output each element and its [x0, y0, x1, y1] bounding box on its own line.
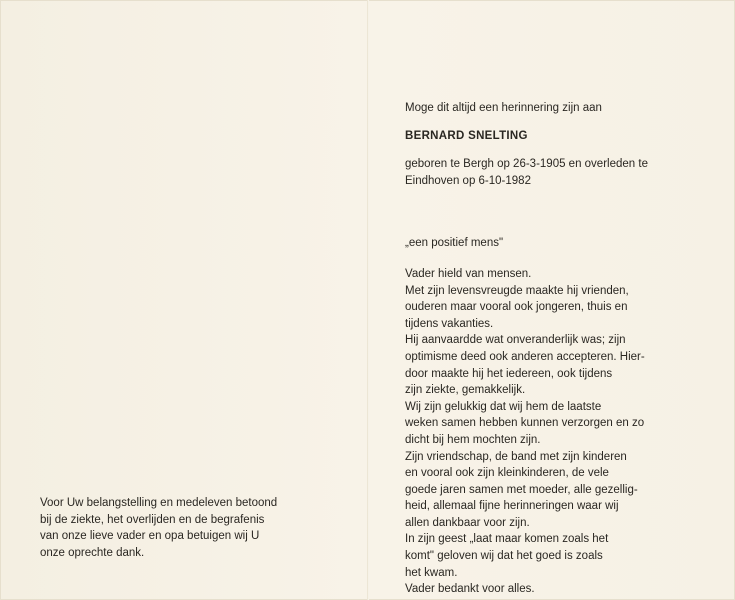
tribute-line: dicht bij hem mochten zijn.	[405, 433, 541, 446]
tribute-line: Vader hield van mensen.	[405, 267, 532, 280]
life-dates	[405, 156, 705, 189]
tribute-line: Hij aanvaardde wat onveranderlijk was; zijn	[405, 334, 626, 347]
motto: „een positief mens"	[405, 237, 504, 250]
card-fold	[367, 0, 369, 600]
thank-you-line: van onze lieve vader en opa betuigen wij U	[40, 530, 260, 543]
dates-line: Eindhoven op 6-10-1982	[405, 174, 531, 187]
tribute-line: Vader bedankt voor alles.	[405, 583, 535, 596]
tribute-line: zijn ziekte, gemakkelijk.	[405, 384, 526, 397]
tribute-line: Met zijn levensvreugde maakte hij vrienden,	[405, 284, 629, 297]
dates-line: geboren te Bergh op 26-3-1905 en overleden te	[405, 158, 648, 171]
tribute-line: optimisme deed ook anderen accepteren. Hier-	[405, 350, 645, 363]
thank-you-line: onze oprechte dank.	[40, 546, 145, 559]
tribute-line: Wij zijn gelukkig dat wij hem de laatste	[405, 400, 602, 413]
tribute-line: heid, allemaal fijne herinneringen waar wij	[405, 500, 619, 513]
tribute-line: en vooral ook zijn kleinkinderen, de vele	[405, 467, 609, 480]
intro-line: Moge dit altijd een herinnering zijn aan	[405, 102, 602, 114]
tribute-text	[405, 266, 705, 598]
tribute-line: het kwam.	[405, 566, 458, 579]
tribute-line: weken samen hebben kunnen verzorgen en zo	[405, 417, 645, 430]
tribute-line: ouderen maar vooral ook jongeren, thuis en	[405, 301, 628, 314]
tribute-line: door maakte hij het iedereen, ook tijdens	[405, 367, 613, 380]
tribute-line: komt" geloven wij dat het goed is zoals	[405, 550, 603, 563]
deceased-name: BERNARD SNELTING	[405, 129, 528, 142]
tribute-line: In zijn geest „laat maar komen zoals het	[405, 533, 609, 546]
thank-you-line: bij de ziekte, het overlijden en de begrafenis	[40, 513, 265, 526]
tribute-line: goede jaren samen met moeder, alle gezellig-	[405, 483, 638, 496]
tribute-line: tijdens vakanties.	[405, 317, 494, 330]
thank-you-text	[40, 495, 340, 561]
tribute-line: Zijn vriendschap, de band met zijn kinderen	[405, 450, 627, 463]
tribute-line: allen dankbaar voor zijn.	[405, 516, 530, 529]
thank-you-line: Voor Uw belangstelling en medeleven betoond	[40, 497, 278, 509]
memorial-text	[405, 100, 705, 598]
